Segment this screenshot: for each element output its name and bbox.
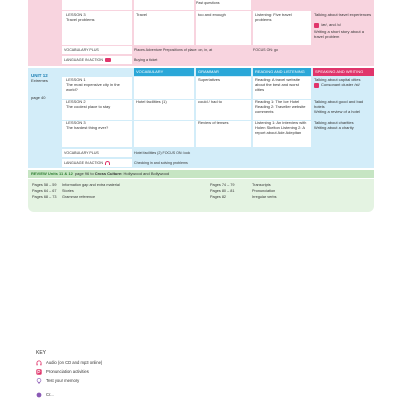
pages-row-1-text: Information gap and extra material bbox=[62, 183, 120, 187]
grammar-cell: too and enough bbox=[198, 12, 226, 17]
lesson2-title: The coolest place to stay bbox=[66, 104, 111, 109]
lesson3-title: The hardest thing ever? bbox=[66, 125, 109, 130]
grammar-header: GRAMMAR bbox=[196, 68, 251, 76]
vocab-cell: Travel bbox=[136, 12, 147, 17]
pronunciation-icon bbox=[36, 369, 42, 375]
vocab-plus-content: Places Adventure Prepositions of place: on, in, at bbox=[134, 48, 213, 52]
lesson1-grammar: Superlatives bbox=[198, 77, 221, 82]
lesson2-reading: Reading 1: The Ice Hotel Reading 2: Traveller website comments bbox=[255, 99, 306, 114]
grammar-note: Past questions bbox=[196, 1, 220, 5]
pages-row-2-text: Stories bbox=[62, 189, 74, 193]
key-item-audio: Audio (on CD and mp3 online) bbox=[36, 360, 102, 366]
key-item-pronunciation: Pronunciation activities bbox=[36, 369, 89, 375]
key-item-memory: Test your memory bbox=[36, 378, 79, 384]
key-title: KEY bbox=[36, 350, 47, 356]
pages-row-3-text: Grammar reference bbox=[62, 195, 96, 199]
lesson2-grammar: could / had to bbox=[198, 99, 223, 104]
review-rest: Hollywood and Bollywood bbox=[123, 170, 170, 176]
lesson1-title: The most expensive city in the world? bbox=[66, 82, 120, 92]
u12-vocab-plus-label: VOCABULARY PLUS bbox=[64, 151, 99, 155]
lesson-title: Travel problems bbox=[66, 17, 95, 22]
speaking-header: SPEAKING AND WRITING bbox=[313, 68, 374, 76]
lesson3-writing: Writing about a charity bbox=[314, 125, 354, 130]
vocab-plus-label: VOCABULARY PLUS bbox=[64, 48, 99, 52]
lesson1-reading: Reading: A travel website about the best and worst cities bbox=[255, 77, 300, 92]
language-action-label: LANGUAGE IN ACTION bbox=[64, 58, 111, 62]
memory-icon bbox=[36, 378, 42, 384]
extra-icon bbox=[36, 392, 42, 398]
u12-language-action-label: LANGUAGE IN ACTION bbox=[64, 161, 110, 165]
pages-row-1-right: Pages 74 – 79 bbox=[210, 183, 235, 187]
vocabulary-header: VOCABULARY bbox=[134, 68, 194, 76]
headphones-icon bbox=[36, 360, 42, 366]
review-bar bbox=[28, 170, 374, 178]
lesson2-label: LESSON 2 bbox=[66, 99, 86, 104]
pages-row-2-text2: Pronunciation bbox=[252, 189, 276, 193]
headphones-icon bbox=[105, 161, 110, 165]
lesson2-vocab: Hotel facilities (1) bbox=[136, 99, 167, 104]
lesson1-label: LESSON 1 bbox=[66, 77, 86, 82]
review-middle: page 96 to bbox=[74, 170, 94, 176]
u12-language-action-content: Checking in and solving problems bbox=[134, 161, 188, 165]
speaking-cell: Talking about travel experiences bbox=[314, 12, 372, 17]
pages-row-3-left: Pages 68 – 73 bbox=[32, 195, 57, 199]
lesson3-reading: Listening 1: An interview with Holen Skelton Listening 2: A report about Ade Adepitan bbox=[255, 120, 307, 135]
unit-label: UNIT 12 bbox=[31, 73, 48, 78]
review-bold: Cross Culture: bbox=[94, 170, 123, 176]
unit-page: page 40 bbox=[31, 95, 46, 100]
pronunciation-icon bbox=[314, 83, 319, 88]
lesson-label: LESSON 3 bbox=[66, 12, 86, 17]
lesson3-label: LESSON 3 bbox=[66, 120, 86, 125]
lesson2-writing: Writing a review of a hotel bbox=[314, 109, 360, 114]
reading-header: READING AND LISTENING bbox=[253, 68, 311, 76]
pages-row-3-text2: Irregular verbs bbox=[252, 195, 277, 199]
pages-row-3-right: Pages 82 bbox=[210, 195, 227, 199]
pronunciation-icon bbox=[314, 23, 319, 28]
lesson3-speaking: Talking about charities bbox=[314, 120, 354, 125]
unit-name: Extremes bbox=[31, 78, 48, 83]
review-label: REVIEW Units 11 & 12 bbox=[31, 170, 73, 176]
lesson3-grammar: Review of tenses bbox=[198, 120, 229, 125]
reading-cell: Listening: Five travel problems bbox=[255, 12, 292, 22]
pronunciation-row: /æ/, and /ʌ/ bbox=[314, 23, 372, 28]
video-icon bbox=[105, 58, 111, 62]
lesson2-speaking: Talking about good and bad hotels bbox=[314, 99, 364, 109]
writing-cell: Writing a short story about a travel problem bbox=[314, 29, 364, 39]
language-action-content: Buying a ticket bbox=[134, 58, 158, 62]
lesson1-pron-row: Consonant cluster /st/ bbox=[314, 83, 372, 88]
key-item-extra: Cr... bbox=[36, 392, 54, 398]
pages-row-2-right: Pages 80 – 81 bbox=[210, 189, 235, 193]
vocab-plus-focus: FOCUS ON: go bbox=[253, 48, 278, 52]
lesson1-speaking: Talking about capital cities bbox=[314, 77, 361, 82]
pages-row-2-left: Pages 64 – 67 bbox=[32, 189, 57, 193]
pages-row-1-left: Pages 58 – 59 bbox=[32, 183, 57, 187]
u12-vocab-plus-content: Hotel facilities (2) FOCUS ON: look bbox=[134, 151, 191, 155]
pages-row-1-text2: Transcripts bbox=[252, 183, 271, 187]
